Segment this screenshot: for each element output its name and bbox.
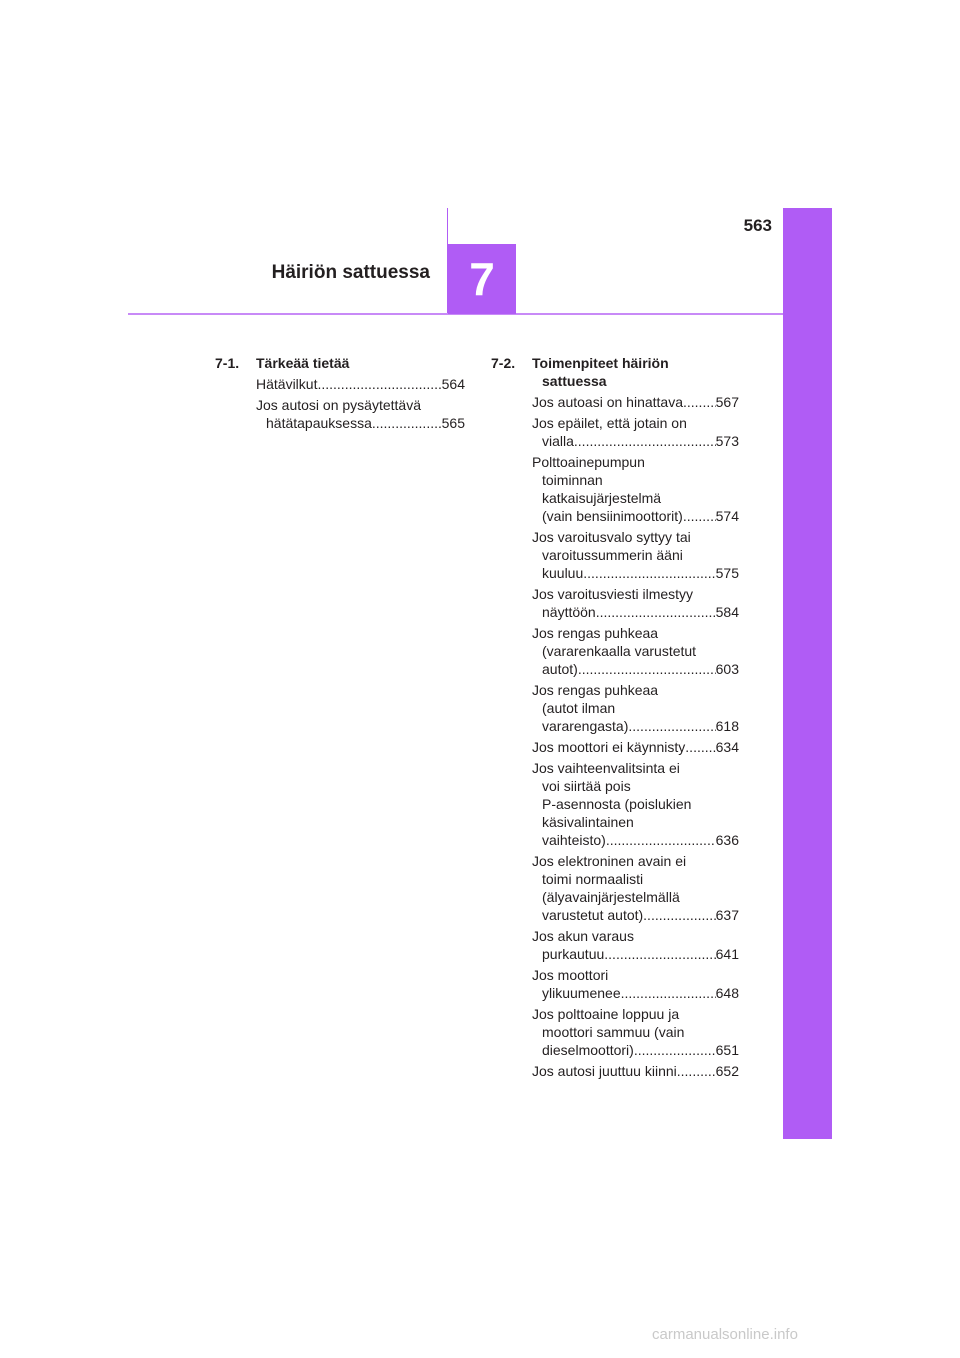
toc-leader-dots bbox=[583, 564, 715, 582]
toc-leader-dots bbox=[596, 603, 716, 621]
toc-entry-text: Jos epäilet, että jotain on bbox=[532, 415, 687, 431]
toc-entry-text: varoitussummerin ääni bbox=[542, 547, 683, 563]
toc-page-number: 564 bbox=[441, 376, 465, 392]
toc-leader-dots bbox=[372, 414, 442, 432]
toc-entry-text: toiminnan bbox=[542, 472, 603, 488]
toc-entry-text: näyttöön bbox=[542, 604, 596, 620]
toc-entry[interactable] bbox=[491, 738, 739, 756]
toc-entry[interactable] bbox=[491, 585, 739, 621]
toc-leader-dots bbox=[683, 507, 716, 525]
toc-entry-text: Jos polttoaine loppuu ja bbox=[532, 1006, 680, 1022]
section-title-line: Tärkeää tietää bbox=[256, 355, 350, 371]
toc-entry-text: (älyavainjärjestelmällä bbox=[542, 889, 680, 905]
toc-entry-text: Jos varoitusviesti ilmestyy bbox=[532, 586, 694, 602]
toc-entry-text: Jos varoitusvalo syttyy tai bbox=[532, 529, 691, 545]
toc-entry-text: (vararenkaalla varustetut bbox=[542, 643, 697, 659]
toc-entry-text: vaihteisto) bbox=[542, 832, 606, 848]
toc-entry[interactable] bbox=[491, 759, 739, 849]
chapter-side-tab bbox=[783, 208, 832, 1139]
toc-page-number: 603 bbox=[715, 661, 739, 677]
toc-entry-text: voi siirtää pois bbox=[542, 778, 631, 794]
toc-leader-dots bbox=[578, 660, 716, 678]
toc-entry-text: dieselmoottori) bbox=[542, 1042, 634, 1058]
toc-entry-text: autot) bbox=[542, 661, 578, 677]
toc-entry-text: Jos rengas puhkeaa bbox=[532, 682, 659, 698]
toc-entry[interactable] bbox=[215, 396, 465, 432]
toc-entry[interactable] bbox=[215, 375, 465, 393]
section-heading bbox=[491, 354, 739, 390]
toc-page-number: 634 bbox=[715, 739, 739, 755]
toc-entry-text: P-asennosta (poislukien bbox=[542, 796, 692, 812]
toc-entry[interactable] bbox=[491, 1005, 739, 1059]
toc-page-number: 565 bbox=[441, 415, 465, 431]
toc-leader-dots bbox=[604, 945, 715, 963]
toc-leader-dots bbox=[683, 393, 716, 411]
chapter-number: 7 bbox=[448, 244, 516, 314]
toc-entry-text: ylikuumenee bbox=[542, 985, 621, 1001]
page-number: 563 bbox=[743, 216, 772, 235]
toc-entry[interactable] bbox=[491, 966, 739, 1002]
chapter-title: Häiriön sattuessa bbox=[271, 262, 430, 283]
toc-leader-dots bbox=[643, 906, 715, 924]
section-title bbox=[215, 354, 465, 372]
toc-page-number: 652 bbox=[715, 1063, 739, 1079]
toc-entry-text: (vain bensiinimoottorit) bbox=[542, 508, 683, 524]
section-title-line: Toimenpiteet häiriön bbox=[532, 355, 669, 371]
toc-entry[interactable] bbox=[491, 927, 739, 963]
toc-page-number: 567 bbox=[715, 394, 739, 410]
toc-leader-dots bbox=[574, 432, 716, 450]
section-number: 7-2. bbox=[491, 355, 516, 371]
toc-entry-text: Jos vaihteenvalitsinta ei bbox=[532, 760, 680, 776]
toc-page-number: 618 bbox=[715, 718, 739, 734]
toc-entry[interactable] bbox=[491, 528, 739, 582]
section-title bbox=[491, 354, 739, 390]
toc-entry-text: (autot ilman bbox=[542, 700, 616, 716]
section-number: 7-1. bbox=[215, 355, 240, 371]
toc-entry-text: toimi normaalisti bbox=[542, 871, 644, 887]
toc-leader-dots bbox=[621, 984, 716, 1002]
toc-entry-text: Jos moottori ei käynnisty bbox=[532, 739, 686, 755]
toc-entry-text: kuuluu bbox=[542, 565, 584, 581]
toc-leader-dots bbox=[634, 1041, 716, 1059]
toc-leader-dots bbox=[628, 717, 715, 735]
toc-entry-text: vialla bbox=[542, 433, 574, 449]
section-heading bbox=[215, 354, 465, 372]
toc-entry-text: Jos elektroninen avain ei bbox=[532, 853, 687, 869]
toc-entry[interactable] bbox=[491, 1062, 739, 1080]
toc-page-number: 637 bbox=[715, 907, 739, 923]
toc-page-number: 648 bbox=[715, 985, 739, 1001]
toc-page-number: 574 bbox=[715, 508, 739, 524]
toc-section-7-2 bbox=[491, 354, 739, 1080]
watermark: carmanualsonline.info bbox=[652, 1326, 798, 1343]
toc-entry[interactable] bbox=[491, 681, 739, 735]
toc-entry[interactable] bbox=[491, 624, 739, 678]
toc-entry-text: Jos autosi on pysäytettävä bbox=[256, 397, 421, 413]
toc-leader-dots bbox=[685, 738, 715, 756]
toc-entry-text: Hätävilkut bbox=[256, 376, 318, 392]
toc-entry[interactable] bbox=[491, 393, 739, 411]
section-title-line: sattuessa bbox=[542, 373, 607, 389]
toc-entry-text: katkaisujärjestelmä bbox=[542, 490, 662, 506]
toc-entry-text: Jos autosi juuttuu kiinni bbox=[532, 1063, 677, 1079]
toc-entry-text: vararengasta) bbox=[542, 718, 629, 734]
toc-page-number: 641 bbox=[715, 946, 739, 962]
toc-entry[interactable] bbox=[491, 453, 739, 525]
toc-page-number: 651 bbox=[715, 1042, 739, 1058]
toc-entry-text: Jos rengas puhkeaa bbox=[532, 625, 659, 641]
toc-entry-text: hätätapauksessa bbox=[266, 415, 372, 431]
toc-entry[interactable] bbox=[491, 852, 739, 924]
toc-entry-text: Jos autoasi on hinattava bbox=[532, 394, 683, 410]
toc-page-number: 636 bbox=[715, 832, 739, 848]
toc-entry-text: käsivalintainen bbox=[542, 814, 634, 830]
toc-entry-text: purkautuu bbox=[542, 946, 605, 962]
toc-entry-text: Jos akun varaus bbox=[532, 928, 634, 944]
toc-section-7-1 bbox=[215, 354, 465, 432]
toc-entry-text: moottori sammuu (vain bbox=[542, 1024, 685, 1040]
toc-leader-dots bbox=[677, 1062, 716, 1080]
toc-entry[interactable] bbox=[491, 414, 739, 450]
toc-page-number: 575 bbox=[715, 565, 739, 581]
toc-page-number: 584 bbox=[715, 604, 739, 620]
toc-leader-dots bbox=[317, 375, 441, 393]
toc-entry-text: varustetut autot) bbox=[542, 907, 644, 923]
toc-leader-dots bbox=[606, 831, 716, 849]
toc-page-number: 573 bbox=[715, 433, 739, 449]
toc-entry-text: Jos moottori bbox=[532, 967, 609, 983]
toc-entry-text: Polttoainepumpun bbox=[532, 454, 645, 470]
